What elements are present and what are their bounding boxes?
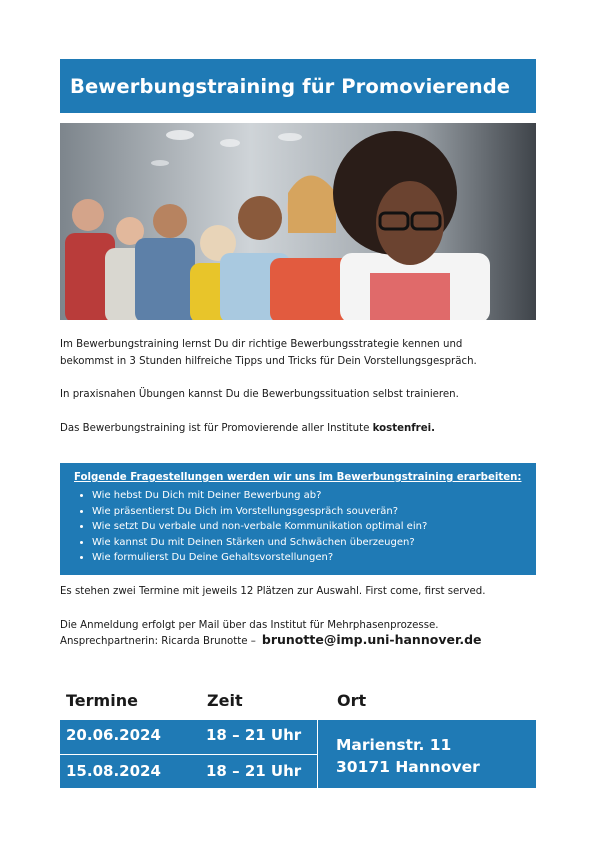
practice-paragraph: In praxisnahen Übungen kannst Du die Bewerbungssituation selbst trainieren. xyxy=(60,389,459,400)
list-item: • Wie setzt Du verbale und non-verbale Kommunikation optimal ein? xyxy=(92,519,536,535)
schedule-table xyxy=(60,720,536,788)
title-text: Bewerbungstraining für Promovierende xyxy=(70,74,511,98)
time-1: 18 – 21 Uhr xyxy=(206,726,302,744)
registration-line: Die Anmeldung erfolgt per Mail über das Institut für Mehrphasenprozesse. xyxy=(60,620,439,631)
header-place: Ort xyxy=(337,691,367,710)
questions-box xyxy=(60,463,536,575)
intro-paragraph xyxy=(60,336,536,370)
row-divider xyxy=(60,754,317,755)
list-item: • Wie präsentierst Du Dich im Vorstellungsgespräch souverän? xyxy=(92,504,536,520)
free-prefix: Das Bewerbungstraining ist für Promovierende aller Institute xyxy=(60,423,373,434)
page-title xyxy=(60,59,536,113)
free-paragraph xyxy=(60,423,435,434)
contact-line xyxy=(60,633,482,649)
email-link[interactable]: brunotte@imp.uni-hannover.de xyxy=(261,632,482,647)
list-item: • Wie hebst Du Dich mit Deiner Bewerbung ab? xyxy=(92,488,536,504)
people-group-photo-icon xyxy=(60,123,536,320)
address xyxy=(336,734,480,778)
date-1: 20.06.2024 xyxy=(66,726,161,744)
registration-info xyxy=(60,619,482,649)
date-2: 15.08.2024 xyxy=(66,762,161,780)
header-dates: Termine xyxy=(66,691,138,710)
address-street: Marienstr. 11 xyxy=(336,736,452,754)
questions-list xyxy=(74,488,536,566)
intro-line-1: Im Bewerbungstraining lernst Du dir richtige Bewerbungsstrategie kennen und xyxy=(60,339,463,350)
header-time: Zeit xyxy=(207,691,243,710)
list-item: • Wie kannst Du mit Deinen Stärken und Schwächen überzeugen? xyxy=(92,535,536,551)
column-divider xyxy=(317,720,318,788)
list-item: • Wie formulierst Du Deine Gehaltsvorstellungen? xyxy=(92,550,536,566)
address-city: 30171 Hannover xyxy=(336,758,480,776)
contact-person: Ansprechpartnerin: Ricarda Brunotte – xyxy=(60,636,256,647)
hero-photo xyxy=(60,123,536,320)
time-2: 18 – 21 Uhr xyxy=(206,762,302,780)
questions-heading: Folgende Fragestellungen werden wir uns im Bewerbungstraining erarbeiten: xyxy=(74,472,522,483)
free-bold: kostenfrei. xyxy=(372,423,435,434)
intro-line-2: bekommst in 3 Stunden hilfreiche Tipps und Tricks für Dein Vorstellungsgespräch. xyxy=(60,356,477,367)
seats-info: Es stehen zwei Termine mit jeweils 12 Plätzen zur Auswahl. First come, first served. xyxy=(60,586,486,597)
